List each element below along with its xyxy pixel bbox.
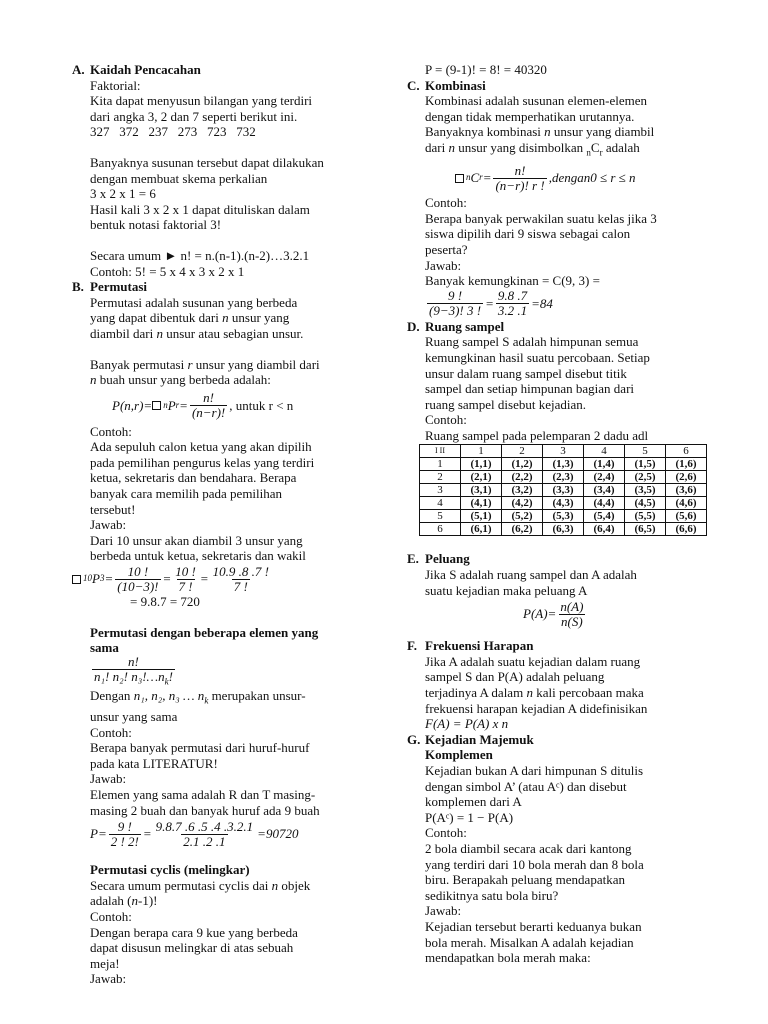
table-cell: (6,5) xyxy=(625,523,666,536)
text-line: Hasil kali 3 x 2 x 1 dapat dituliskan dalam xyxy=(90,201,310,217)
table-cell: (4,6) xyxy=(666,497,707,510)
table-cell: (1,5) xyxy=(625,458,666,471)
section-f-heading xyxy=(407,638,707,654)
section-letter: B. xyxy=(72,279,84,295)
text-line: Permutasi adalah susunan yang berbeda xyxy=(90,294,298,310)
text-line: ruang sampel disebut kejadian. xyxy=(425,396,587,412)
table-cell: (6,2) xyxy=(502,523,543,536)
table-cell: (5,6) xyxy=(666,510,707,523)
section-letter: C. xyxy=(407,77,420,93)
text-line: Ruang sampel pada pelemparan 2 dadu adl xyxy=(425,427,649,443)
table-column-header: 6 xyxy=(666,445,707,458)
text-line: suatu kejadian maka peluang A xyxy=(425,582,588,598)
section-letter: D. xyxy=(407,318,420,334)
table-cell: (2,5) xyxy=(625,471,666,484)
text-line: diambil dari n unsur atau sebagian unsur. xyxy=(90,325,304,341)
table-row-header: 4 xyxy=(420,497,461,510)
table-cell: (1,3) xyxy=(543,458,584,471)
text-line: pada kata LITERATUR! xyxy=(90,755,218,771)
expectation-formula: F(A) = P(A) x n xyxy=(425,716,509,732)
table-cell: (5,4) xyxy=(584,510,625,523)
section-d-body xyxy=(425,334,707,443)
table-row-header: 5 xyxy=(420,510,461,523)
text-line: Ada sepuluh calon ketua yang akan dipilih xyxy=(90,439,312,455)
table-cell: (1,1) xyxy=(461,458,502,471)
permutation-example-formula: 10 P 3 = $\frac{10 !}{(10-3)!}$ = $\frac{10 !}{7 !}$ = $\frac{10.9 .8 .7 !}{7 !}$ xyxy=(72,564,372,594)
section-g-body xyxy=(425,747,707,965)
table-cell: (2,3) xyxy=(543,471,584,484)
table-row xyxy=(420,458,707,471)
section-f-body xyxy=(425,654,707,732)
table-cell: (2,1) xyxy=(461,471,502,484)
table-cell: (5,2) xyxy=(502,510,543,523)
text-line: sedikitnya satu bola biru? xyxy=(425,887,559,903)
text-line: pada pemilihan pengurus kelas yang terdiri xyxy=(90,454,315,470)
text-line: yang terdiri dari 10 bola merah dan 8 bola xyxy=(425,856,644,872)
section-c-heading xyxy=(407,78,707,94)
table-cell: (3,1) xyxy=(461,484,502,497)
factorial-example: Contoh: 5! = 5 x 4 x 3 x 2 x 1 xyxy=(90,263,245,279)
section-title: Kombinasi xyxy=(425,77,486,93)
text-line: Kejadian tersebut berarti keduanya bukan xyxy=(425,918,642,934)
table-cell: (6,3) xyxy=(543,523,584,536)
text-line: n buah unsur yang berbeda adalah: xyxy=(90,372,271,388)
combination-example-formula: $\frac{9 !}{(9-3)! 3 !}$ = $\frac{9.8 .7}{3.2 .1}$ =84 xyxy=(429,288,553,319)
text-line: Ruang sampel S adalah himpunan semua xyxy=(425,334,639,350)
section-e-body xyxy=(425,567,707,630)
probability-formula: P(A)= $\frac{n(A)}{n(S)}$ xyxy=(523,598,584,629)
table-column-header: 2 xyxy=(502,445,543,458)
text-line: berbeda untuk ketua, sekretaris dan wakil xyxy=(90,548,306,564)
text-line: Elemen yang sama adalah R dan T masing- xyxy=(90,786,316,802)
table-column-header: 5 xyxy=(625,445,666,458)
text-line: dari n unsur yang disimbolkan $_nC_r$ adalah xyxy=(425,139,640,158)
text-line: Dengan n₁, n₂, n₃ … $n_k$ merupakan unsur- xyxy=(90,687,306,706)
section-b-body xyxy=(90,295,372,564)
text-line: masing 2 buah dan banyak huruf ada 9 buah xyxy=(90,802,320,818)
table-cell: (4,3) xyxy=(543,497,584,510)
table-cell: (2,6) xyxy=(666,471,707,484)
text-line: sampel dan setiap himpunan bagian dari xyxy=(425,381,635,397)
text-line: Dengan berapa cara 9 kue yang berbeda xyxy=(90,924,298,940)
jawab-label: Jawab: xyxy=(90,971,127,987)
table-cell: (1,2) xyxy=(502,458,543,471)
table-cell: (6,6) xyxy=(666,523,707,536)
text-line: dengan membuat skema perkalian xyxy=(90,170,268,186)
text-line: kemungkinan hasil suatu percobaan. Setiap xyxy=(425,349,650,365)
table-row xyxy=(420,523,707,536)
text-line: Berapa banyak perwakilan suatu kelas jika 3 xyxy=(425,210,657,226)
table-cell: (6,4) xyxy=(584,523,625,536)
factorial-formula: Secara umum ► n! = n.(n-1).(n-2)…3.2.1 xyxy=(90,247,310,263)
contoh-label: Contoh: xyxy=(425,412,467,428)
text-line: Banyak permutasi r unsur yang diambil dari xyxy=(90,356,320,372)
table-cell: (5,5) xyxy=(625,510,666,523)
section-title: Peluang xyxy=(425,551,470,567)
table-row xyxy=(420,484,707,497)
table-row-header: 2 xyxy=(420,471,461,484)
text-line: bola merah. Misalkan A adalah kejadian xyxy=(425,934,634,950)
contoh-label: Contoh: xyxy=(90,724,132,740)
table-row-header: 6 xyxy=(420,523,461,536)
subsection-title: Permutasi dengan beberapa elemen yang xyxy=(90,624,319,640)
contoh-label: Contoh: xyxy=(90,908,132,924)
table-cell: (4,1) xyxy=(461,497,502,510)
text-line: dapat disusun melingkar di atas sebuah xyxy=(90,940,294,956)
same-elements-formula: $\frac{n!}{n_1! n_2! n_3!\dots n_k!}$ xyxy=(94,654,173,687)
text-line: tersebut! xyxy=(90,501,136,517)
cyclic-result: P = (9-1)! = 8! = 40320 xyxy=(425,62,547,77)
section-g-heading xyxy=(407,732,707,748)
section-title: Kaidah Pencacahan xyxy=(90,62,201,77)
text-line: 2 bola diambil secara acak dari kantong xyxy=(425,840,632,856)
text-line: siswa dipilih dari 9 siswa sebagai calon xyxy=(425,226,631,242)
section-d-heading xyxy=(407,319,707,335)
literatur-formula: P= $\frac{9 !}{2 ! 2!}$ = $\frac{9.8.7 .6 .5 .4 .3.2.1}{2.1 .2 .1}$ =90720 xyxy=(90,818,299,849)
table-cell: (3,3) xyxy=(543,484,584,497)
text-line: biru. Berapakah peluang mendapatkan xyxy=(425,872,625,888)
section-b-heading xyxy=(72,279,372,295)
table-cell: (3,4) xyxy=(584,484,625,497)
permutation-formula: P(n,r)= n P r = $\frac{n!}{(n-r)!}$ , untuk r < n xyxy=(112,390,294,421)
text-line: meja! xyxy=(90,955,120,971)
right-column xyxy=(407,62,707,966)
permutation-same-elements xyxy=(90,625,372,987)
text-line: mendapatkan bola merah maka: xyxy=(425,950,591,966)
text-line: Kejadian bukan A dari himpunan S ditulis xyxy=(425,763,644,778)
table-cell: (3,2) xyxy=(502,484,543,497)
text-line: unsur yang sama xyxy=(90,709,178,724)
text-line: dengan simbol A’ (atau Aᶜ) dan disebut xyxy=(425,778,627,794)
table-row-header: 1 xyxy=(420,458,461,471)
table-column-header: 1 xyxy=(461,445,502,458)
subsection-title: sama xyxy=(90,640,119,656)
table-header-row xyxy=(420,445,707,458)
text-line: banyak cara memilih pada pemilihan xyxy=(90,486,283,502)
table-cell: (1,4) xyxy=(584,458,625,471)
table-cell: (1,6) xyxy=(666,458,707,471)
text-line: ketua, sekretaris dan bendahara. Berapa xyxy=(90,470,297,486)
text-line: adalah (n-1)! xyxy=(90,893,158,909)
jawab-label: Jawab: xyxy=(425,903,462,919)
text-line: Kita dapat menyusun bilangan yang terdiri xyxy=(90,93,313,109)
subsection-title: Komplemen xyxy=(425,747,493,763)
number-list: 327 372 237 273 723 732 xyxy=(90,124,256,140)
table-cell: (5,1) xyxy=(461,510,502,523)
section-title: Frekuensi Harapan xyxy=(425,638,534,654)
jawab-label: Jawab: xyxy=(90,517,127,533)
text-line: Secara umum permutasi cyclis dai n objek xyxy=(90,877,311,893)
text-line: unsur dalam ruang sampel disebut titik xyxy=(425,365,627,381)
table-cell: (2,2) xyxy=(502,471,543,484)
subsection-title: Permutasi cyclis (melingkar) xyxy=(90,862,250,878)
section-a-heading xyxy=(72,62,372,78)
table-cell: (4,2) xyxy=(502,497,543,510)
symbol-box xyxy=(152,401,161,410)
section-c-body xyxy=(425,93,707,319)
text-line: Jika A adalah suatu kejadian dalam ruang xyxy=(425,653,641,669)
text-line: Banyak kemungkinan = C(9, 3) = xyxy=(425,273,600,289)
text-line: frekuensi harapan kejadian A didefinisikan xyxy=(425,700,648,716)
text-line: Berapa banyak permutasi dari huruf-huruf xyxy=(90,740,310,756)
section-a-body xyxy=(90,78,372,280)
table-cell: (6,1) xyxy=(461,523,502,536)
contoh-label: Contoh: xyxy=(90,423,132,439)
table-row xyxy=(420,471,707,484)
jawab-label: Jawab: xyxy=(425,257,462,273)
table-row xyxy=(420,510,707,523)
complement-formula: P(Aᶜ) = 1 − P(A) xyxy=(425,809,514,825)
text-line: bentuk notasi faktorial 3! xyxy=(90,217,222,233)
text-line: terjadinya A dalam n kali percobaan maka xyxy=(425,685,644,701)
section-title: Kejadian Majemuk xyxy=(425,731,534,747)
text-line: dengan tidak memperhatikan urutannya. xyxy=(425,108,635,124)
table-cell: (4,5) xyxy=(625,497,666,510)
text-line: yang dapat dibentuk dari n unsur yang xyxy=(90,310,290,326)
text-line: Banyaknya kombinasi n unsur yang diambil xyxy=(425,124,655,140)
table-column-header: 4 xyxy=(584,445,625,458)
sample-space-table xyxy=(419,444,707,536)
table-row xyxy=(420,497,707,510)
jawab-label: Jawab: xyxy=(90,771,127,787)
contoh-label: Contoh: xyxy=(425,825,467,841)
section-letter: G. xyxy=(407,731,421,747)
permutation-result: = 9.8.7 = 720 xyxy=(130,594,200,610)
table-cell: (3,6) xyxy=(666,484,707,497)
text-line: sampel S dan P(A) adalah peluang xyxy=(425,669,605,685)
combination-formula: n C r = $\frac{n!}{(n-r)! r !}$ ,dengan0 ≤ r ≤ n xyxy=(455,161,707,195)
section-letter: A. xyxy=(72,62,85,77)
symbol-box xyxy=(455,174,464,183)
symbol-box xyxy=(72,575,81,584)
text-line: Banyaknya susunan tersebut dapat dilakukan xyxy=(90,154,324,170)
section-title: Permutasi xyxy=(90,279,148,295)
table-cell: (2,4) xyxy=(584,471,625,484)
text-line: Dari 10 unsur akan diambil 3 unsur yang xyxy=(90,532,303,548)
section-title: Ruang sampel xyxy=(425,318,505,334)
table-corner: I II xyxy=(420,445,461,458)
table-row-header: 3 xyxy=(420,484,461,497)
table-cell: (5,3) xyxy=(543,510,584,523)
table-cell: (3,5) xyxy=(625,484,666,497)
text-line: komplemen dari A xyxy=(425,794,522,810)
table-cell: (4,4) xyxy=(584,497,625,510)
contoh-label: Contoh: xyxy=(425,195,467,211)
text-line: Kombinasi adalah susunan elemen-elemen xyxy=(425,93,648,109)
table-column-header: 3 xyxy=(543,445,584,458)
section-letter: E. xyxy=(407,551,419,567)
section-e-heading xyxy=(407,551,707,567)
left-column xyxy=(72,62,372,987)
text-line: Faktorial: xyxy=(90,77,141,93)
calculation: 3 x 2 x 1 = 6 xyxy=(90,186,156,202)
section-letter: F. xyxy=(407,638,417,654)
text-line: peserta? xyxy=(425,241,468,257)
text-line: dari angka 3, 2 dan 7 seperti berikut ini. xyxy=(90,108,298,124)
text-line: Jika S adalah ruang sampel dan A adalah xyxy=(425,567,637,583)
